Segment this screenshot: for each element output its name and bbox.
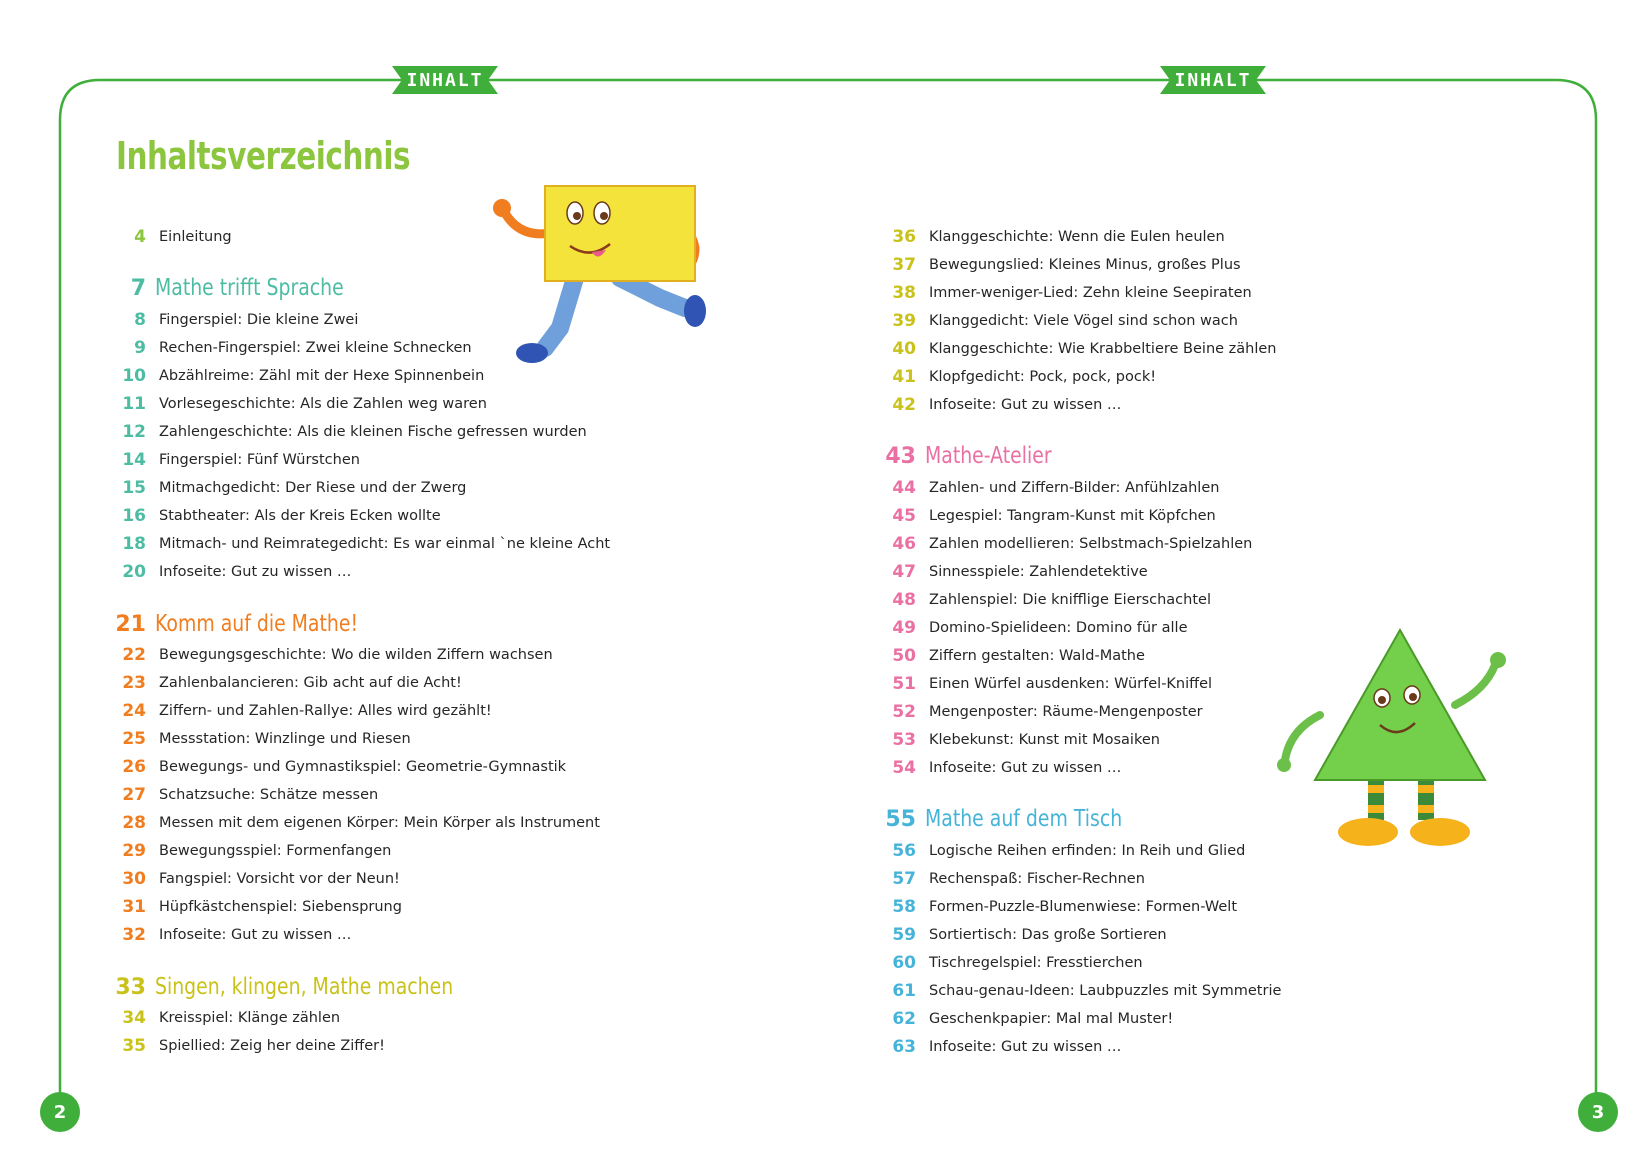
toc-entry xyxy=(112,643,553,667)
toc-entry-text: Bewegungsgeschichte: Wo die wilden Ziffern wachsen xyxy=(159,647,553,663)
toc-entry-text: Mitmach- und Reimrategedicht: Es war einmal `ne kleine Acht xyxy=(159,536,611,552)
toc-entry xyxy=(112,1034,385,1058)
toc-entry-page: 58 xyxy=(892,897,916,917)
toc-section-title: Mathe auf dem Tisch xyxy=(925,806,1123,832)
toc-section-page: 21 xyxy=(115,611,146,637)
toc-entry-page: 44 xyxy=(892,478,916,498)
toc-entry xyxy=(112,308,358,332)
toc-entry-page: 47 xyxy=(892,562,916,582)
rectangle-mascot-illustration xyxy=(490,178,750,378)
toc-entry-text: Legespiel: Tangram-Kunst mit Köpfchen xyxy=(929,508,1216,524)
toc-entry xyxy=(882,923,1167,947)
toc-entry-page: 53 xyxy=(892,730,916,750)
toc-entry-text: Klebekunst: Kunst mit Mosaiken xyxy=(929,732,1160,748)
toc-entry xyxy=(112,448,360,472)
toc-entry-text: Infoseite: Gut zu wissen … xyxy=(159,927,352,943)
toc-entry-page: 27 xyxy=(122,785,146,805)
toc-entry-text: Zahlenspiel: Die knifflige Eierschachtel xyxy=(929,592,1211,608)
toc-entry-text: Rechenspaß: Fischer-Rechnen xyxy=(929,871,1145,887)
toc-entry-page: 38 xyxy=(892,283,916,303)
toc-entry xyxy=(882,895,1237,919)
toc-section-heading xyxy=(112,971,519,1003)
toc-entry xyxy=(112,364,484,388)
toc-entry xyxy=(112,225,232,249)
toc-entry-text: Schatzsuche: Schätze messen xyxy=(159,787,379,803)
toc-entry-page: 9 xyxy=(134,338,146,358)
toc-entry-text: Infoseite: Gut zu wissen … xyxy=(929,1039,1122,1055)
toc-entry-text: Kreisspiel: Klänge zählen xyxy=(159,1010,341,1026)
toc-entry-text: Klopfgedicht: Pock, pock, pock! xyxy=(929,369,1157,385)
toc-entry xyxy=(112,811,600,835)
toc-entry xyxy=(112,532,610,556)
toc-entry-text: Sinnesspiele: Zahlendetektive xyxy=(929,564,1148,580)
toc-entry-page: 31 xyxy=(122,897,146,917)
toc-entry-text: Mengenposter: Räume-Mengenposter xyxy=(929,704,1203,720)
toc-entry xyxy=(882,728,1160,752)
toc-entry-text: Einen Würfel ausdenken: Würfel-Kniffel xyxy=(929,676,1213,692)
toc-entry-page: 18 xyxy=(122,534,146,554)
toc-entry-text: Zahlen- und Ziffern-Bilder: Anfühlzahlen xyxy=(929,480,1220,496)
toc-entry-page: 10 xyxy=(122,366,146,386)
toc-entry-page: 32 xyxy=(122,925,146,945)
header-tab-left-label: INHALT xyxy=(406,69,484,91)
toc-entry xyxy=(112,560,351,584)
toc-entry xyxy=(882,225,1225,249)
toc-entry-text: Abzählreime: Zähl mit der Hexe Spinnenbein xyxy=(159,368,485,384)
toc-entry-text: Hüpfkästchenspiel: Siebensprung xyxy=(159,899,402,915)
toc-entry xyxy=(882,644,1145,668)
toc-entry-text: Ziffern gestalten: Wald-Mathe xyxy=(929,648,1145,664)
toc-entry-text: Messen mit dem eigenen Körper: Mein Körper als Instrument xyxy=(159,815,600,831)
toc-entry-page: 39 xyxy=(892,311,916,331)
toc-entry-page: 36 xyxy=(892,227,916,247)
toc-entry-text: Klanggeschichte: Wie Krabbeltiere Beine zählen xyxy=(929,341,1277,357)
toc-entry xyxy=(112,923,351,947)
toc-entry xyxy=(882,476,1219,500)
toc-entry xyxy=(882,951,1143,975)
toc-entry-page: 22 xyxy=(122,645,146,665)
page-title: Inhaltsverzeichnis xyxy=(116,134,411,178)
header-tab-right-label: INHALT xyxy=(1174,69,1252,91)
toc-entry-page: 62 xyxy=(892,1009,916,1029)
toc-entry-text: Schau-genau-Ideen: Laubpuzzles mit Symmetrie xyxy=(929,983,1282,999)
toc-section-title: Komm auf die Mathe! xyxy=(155,611,359,637)
toc-entry xyxy=(882,281,1252,305)
toc-section-title: Mathe trifft Sprache xyxy=(155,275,344,301)
toc-entry-page: 24 xyxy=(122,701,146,721)
toc-entry xyxy=(882,253,1241,277)
toc-entry-text: Infoseite: Gut zu wissen … xyxy=(929,397,1122,413)
toc-entry-page: 49 xyxy=(892,618,916,638)
toc-entry-text: Bewegungs- und Gymnastikspiel: Geometrie-Gymnastik xyxy=(159,759,567,775)
toc-entry-text: Immer-weniger-Lied: Zehn kleine Seepiraten xyxy=(929,285,1252,301)
toc-entry-page: 15 xyxy=(122,478,146,498)
toc-entry-text: Rechen-Fingerspiel: Zwei kleine Schnecken xyxy=(159,340,472,356)
toc-entry-page: 20 xyxy=(122,562,146,582)
toc-entry xyxy=(882,979,1281,1003)
toc-section-title: Singen, klingen, Mathe machen xyxy=(155,974,454,1000)
toc-entry xyxy=(882,700,1203,724)
toc-entry xyxy=(112,783,378,807)
toc-entry-text: Zahlen modellieren: Selbstmach-Spielzahlen xyxy=(929,536,1253,552)
toc-entry-text: Sortiertisch: Das große Sortieren xyxy=(929,927,1167,943)
toc-entry-text: Ziffern- und Zahlen-Rallye: Alles wird gezählt! xyxy=(159,703,492,719)
toc-entry-page: 30 xyxy=(122,869,146,889)
toc-section-title: Mathe-Atelier xyxy=(925,443,1052,469)
toc-entry-text: Fingerspiel: Fünf Würstchen xyxy=(159,452,360,468)
toc-entry xyxy=(112,336,472,360)
toc-entry xyxy=(882,365,1156,389)
toc-section-heading xyxy=(882,440,1079,472)
toc-entry xyxy=(112,839,391,863)
toc-entry-text: Vorlesegeschichte: Als die Zahlen weg waren xyxy=(159,396,487,412)
toc-entry-page: 23 xyxy=(122,673,146,693)
toc-section-page: 33 xyxy=(115,974,146,1000)
toc-entry-text: Klanggedicht: Viele Vögel sind schon wach xyxy=(929,313,1238,329)
toc-entry-page: 52 xyxy=(892,702,916,722)
toc-entry-text: Mitmachgedicht: Der Riese und der Zwerg xyxy=(159,480,467,496)
toc-entry-text: Fangspiel: Vorsicht vor der Neun! xyxy=(159,871,400,887)
toc-section-heading xyxy=(882,803,1165,835)
toc-entry-text: Infoseite: Gut zu wissen … xyxy=(929,760,1122,776)
toc-entry-page: 61 xyxy=(892,981,916,1001)
toc-entry-page: 11 xyxy=(122,394,146,414)
toc-entry xyxy=(112,392,487,416)
toc-entry-page: 26 xyxy=(122,757,146,777)
toc-entry-text: Domino-Spielideen: Domino für alle xyxy=(929,620,1188,636)
toc-entry xyxy=(882,867,1145,891)
toc-entry xyxy=(882,393,1121,417)
header-tab-right xyxy=(1160,66,1266,94)
toc-entry-text: Messstation: Winzlinge und Riesen xyxy=(159,731,411,747)
toc-entry-page: 42 xyxy=(892,395,916,415)
toc-entry xyxy=(882,1007,1173,1031)
toc-entry-text: Fingerspiel: Die kleine Zwei xyxy=(159,312,359,328)
toc-entry-text: Logische Reihen erfinden: In Reih und Glied xyxy=(929,843,1246,859)
toc-section-heading xyxy=(112,272,385,304)
toc-entry-page: 16 xyxy=(122,506,146,526)
toc-entry-page: 35 xyxy=(122,1036,146,1056)
toc-entry-page: 48 xyxy=(892,590,916,610)
toc-entry xyxy=(882,337,1277,361)
header-tab-left xyxy=(392,66,498,94)
toc-entry-text: Zahlengeschichte: Als die kleinen Fische gefressen wurden xyxy=(159,424,587,440)
toc-entry-text: Bewegungslied: Kleines Minus, großes Plus xyxy=(929,257,1241,273)
toc-entry-text: Formen-Puzzle-Blumenwiese: Formen-Welt xyxy=(929,899,1238,915)
toc-entry-page: 4 xyxy=(134,227,146,247)
toc-entry xyxy=(882,504,1216,528)
page-number-left: 2 xyxy=(40,1092,80,1132)
toc-entry xyxy=(882,616,1188,640)
toc-entry-page: 12 xyxy=(122,422,146,442)
toc-entry-text: Klanggeschichte: Wenn die Eulen heulen xyxy=(929,229,1225,245)
toc-entry xyxy=(112,727,411,751)
triangle-mascot-illustration xyxy=(1270,620,1540,860)
toc-entry xyxy=(882,309,1238,333)
toc-entry-page: 37 xyxy=(892,255,916,275)
toc-entry-page: 60 xyxy=(892,953,916,973)
toc-entry-page: 63 xyxy=(892,1037,916,1057)
toc-entry-text: Spiellied: Zeig her deine Ziffer! xyxy=(159,1038,385,1054)
toc-entry xyxy=(882,839,1245,863)
toc-section-heading xyxy=(112,608,403,640)
toc-entry xyxy=(112,755,566,779)
toc-entry-page: 41 xyxy=(892,367,916,387)
toc-entry xyxy=(112,1006,340,1030)
toc-entry xyxy=(882,1035,1121,1059)
toc-entry-page: 51 xyxy=(892,674,916,694)
page-number-right: 3 xyxy=(1578,1092,1618,1132)
toc-entry-text: Infoseite: Gut zu wissen … xyxy=(159,564,352,580)
toc-entry-page: 54 xyxy=(892,758,916,778)
toc-entry-page: 34 xyxy=(122,1008,146,1028)
toc-entry xyxy=(112,476,466,500)
toc-entry-page: 25 xyxy=(122,729,146,749)
toc-entry-page: 56 xyxy=(892,841,916,861)
toc-entry-text: Geschenkpapier: Mal mal Muster! xyxy=(929,1011,1174,1027)
toc-entry-text: Tischregelspiel: Fresstierchen xyxy=(929,955,1143,971)
toc-entry xyxy=(882,588,1211,612)
toc-entry-text: Bewegungsspiel: Formenfangen xyxy=(159,843,392,859)
toc-entry-page: 8 xyxy=(134,310,146,330)
toc-section-page: 7 xyxy=(130,275,146,301)
toc-entry-text: Zahlenbalancieren: Gib acht auf die Acht! xyxy=(159,675,462,691)
toc-entry-text: Einleitung xyxy=(159,229,232,245)
toc-entry xyxy=(112,504,441,528)
toc-entry-page: 40 xyxy=(892,339,916,359)
toc-entry-page: 46 xyxy=(892,534,916,554)
toc-section-page: 43 xyxy=(885,443,916,469)
toc-entry-text: Stabtheater: Als der Kreis Ecken wollte xyxy=(159,508,441,524)
toc-entry-page: 14 xyxy=(122,450,146,470)
toc-entry-page: 59 xyxy=(892,925,916,945)
toc-entry xyxy=(112,671,462,695)
toc-section-page: 55 xyxy=(885,806,916,832)
toc-entry xyxy=(882,532,1252,556)
toc-entry xyxy=(882,756,1121,780)
toc-entry xyxy=(112,895,402,919)
toc-entry-page: 29 xyxy=(122,841,146,861)
toc-entry-page: 28 xyxy=(122,813,146,833)
toc-entry-page: 57 xyxy=(892,869,916,889)
toc-entry-page: 45 xyxy=(892,506,916,526)
toc-entry xyxy=(882,672,1212,696)
toc-entry xyxy=(112,867,400,891)
toc-entry-page: 50 xyxy=(892,646,916,666)
toc-entry xyxy=(112,420,587,444)
toc-entry xyxy=(882,560,1148,584)
toc-entry xyxy=(112,699,492,723)
